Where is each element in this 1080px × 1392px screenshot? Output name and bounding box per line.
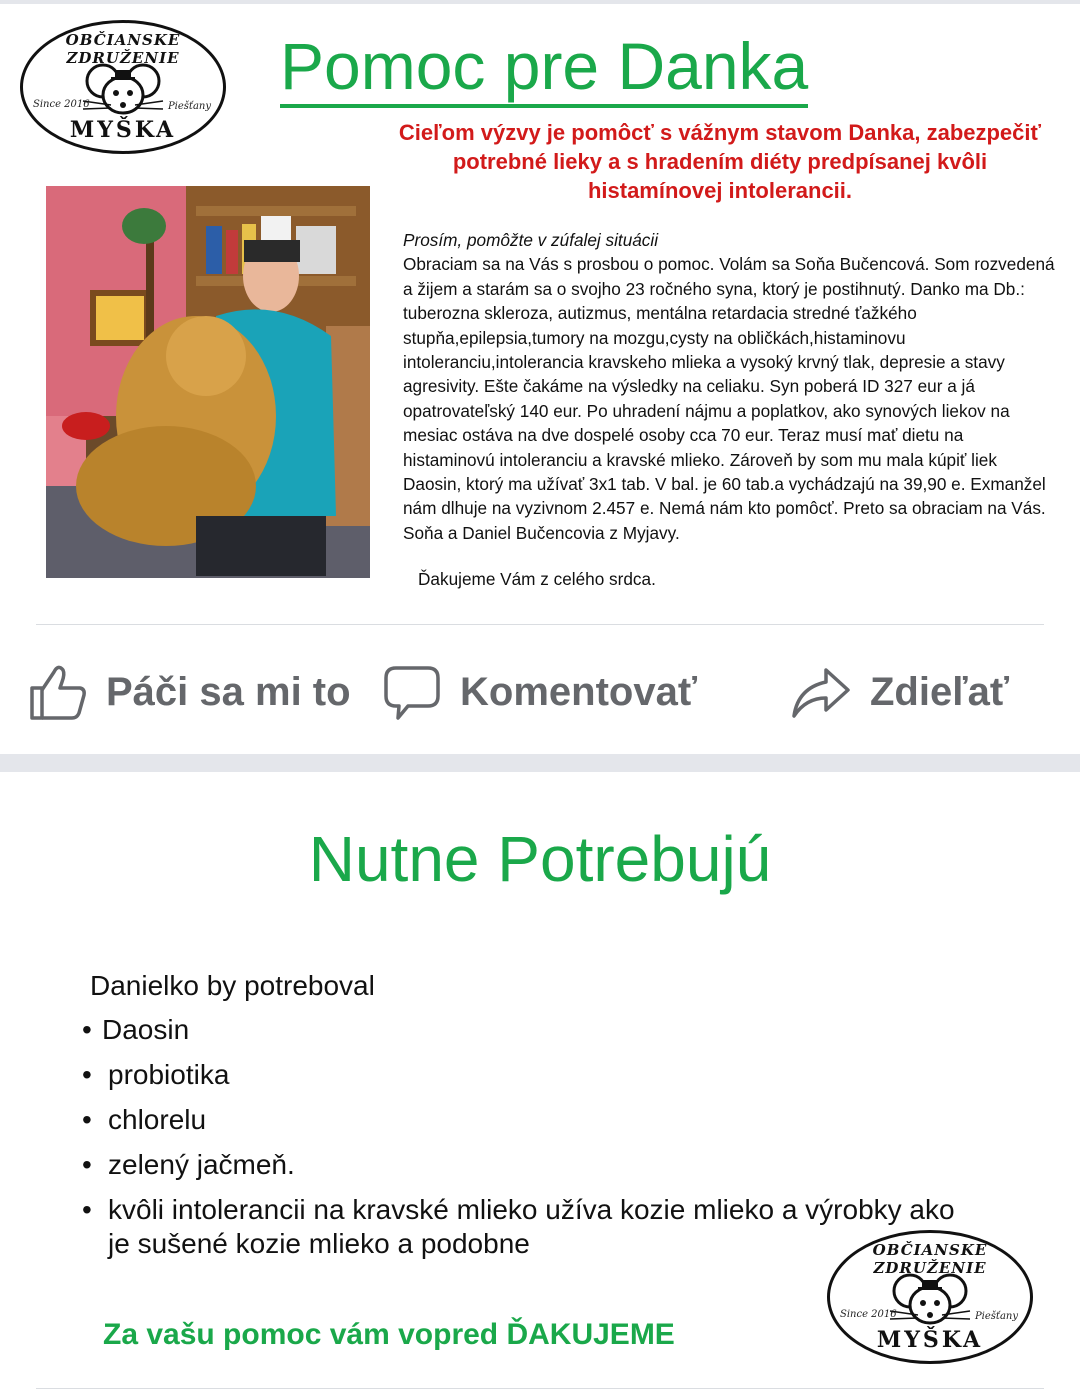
logo-top-text: OBČIANSKE ZDRUŽENIE: [872, 1241, 988, 1277]
post-actions-bar: [0, 654, 1080, 730]
divider: [36, 624, 1044, 625]
logo-city: Piešťany: [974, 1311, 1018, 1322]
share-button[interactable]: [790, 654, 1009, 730]
story-thanks: Ďakujeme Vám z celého srdca.: [418, 569, 656, 589]
needs-title: Nutne Potrebujú: [308, 823, 772, 895]
appeal-aim: Cieľom výzvy je pomôcť s vážnym stavom Danka, zabezpečiť potrebné lieky a s hradením diéty predpísanej kvôli histamínovej intolerancii.: [398, 120, 1042, 203]
organization-logo: [20, 20, 226, 154]
needs-footer: Za vašu pomoc vám vopred ĎAKUJEME: [103, 1318, 675, 1351]
speech-bubble-icon: [382, 662, 442, 722]
share-arrow-icon: [790, 662, 852, 722]
organization-logo: [827, 1230, 1033, 1364]
post-separator: [0, 754, 1080, 772]
logo-since: Since 2016: [840, 1309, 897, 1320]
list-item: • chlorelu: [80, 1103, 1000, 1137]
list-item: • zelený jačmeň.: [80, 1148, 1000, 1182]
story-intro: Prosím, pomôžte v zúfalej situácii: [403, 230, 659, 250]
post-title: Pomoc pre Danka: [280, 30, 808, 108]
thumbs-up-icon: [28, 662, 88, 722]
comment-label: Komentovať: [460, 669, 697, 714]
logo-name: MYŠKA: [69, 117, 177, 143]
logo-since: Since 2016: [33, 99, 90, 110]
post-image-pomoc: [0, 4, 1080, 754]
appeal-story: [403, 228, 1057, 545]
share-label: Zdieľať: [870, 669, 1010, 714]
list-item: • probiotika: [80, 1058, 1000, 1092]
list-item: • kvôli intolerancii na kravské mlieko užíva kozie mlieko a výrobky ako je sušené kozie mlieko a podobne: [80, 1193, 1000, 1261]
like-button[interactable]: [28, 654, 351, 730]
logo-city: Piešťany: [167, 101, 211, 112]
like-label: Páči sa mi to: [106, 669, 351, 714]
divider: [36, 1388, 1044, 1389]
story-body: Obraciam sa na Vás s prosbou o pomoc. Volám sa Soňa Bučencová. Som rozvedená a žijem a starám sa o svojho 23 ročného syna, ktorý je postihnutý. Danko ma Db.: tuberozna skleroza, autizmus, mentálna retardacia stredné ťažkého stupňa,epilepsia,tumory na mozgu,cysty na obličkách,histaminovu intoleranciu,intolerancia kravskeho mlieka a vysoký krvný tlak, depresie a stavy agresivity. Ešte čakáme na výsledky na celiaku. Syn poberá ID 327 eur a já opatrovateľský 140 eur. Po uhradení nájmu a poplatkov, ako synových liekov na mesiac ostáva na dve dospelé osoby cca 70 eur. Teraz musí mať dietu na histaminovú intoleranciu a kravské mlieko. Zároveň by som mu mala kúpiť liek Daosin, ktorý ma užívať 3x1 tab. V bal. je 60 tab.a vychádzajú na 39,90 e. Exmanžel nám dlhuje na vyzivnom 2.457 e. Nemá nám kto pomôcť. Preto sa obraciam na Vás. Soňa a Daniel Bučencovia z Myjavy.: [403, 254, 1055, 543]
comment-button[interactable]: [382, 654, 697, 730]
logo-top-text: OBČIANSKE ZDRUŽENIE: [65, 31, 181, 67]
photo-danko: [46, 186, 370, 578]
logo-name: MYŠKA: [876, 1327, 984, 1353]
needs-intro: Danielko by potreboval: [90, 970, 375, 1001]
list-item: • Daosin: [80, 1013, 1000, 1047]
